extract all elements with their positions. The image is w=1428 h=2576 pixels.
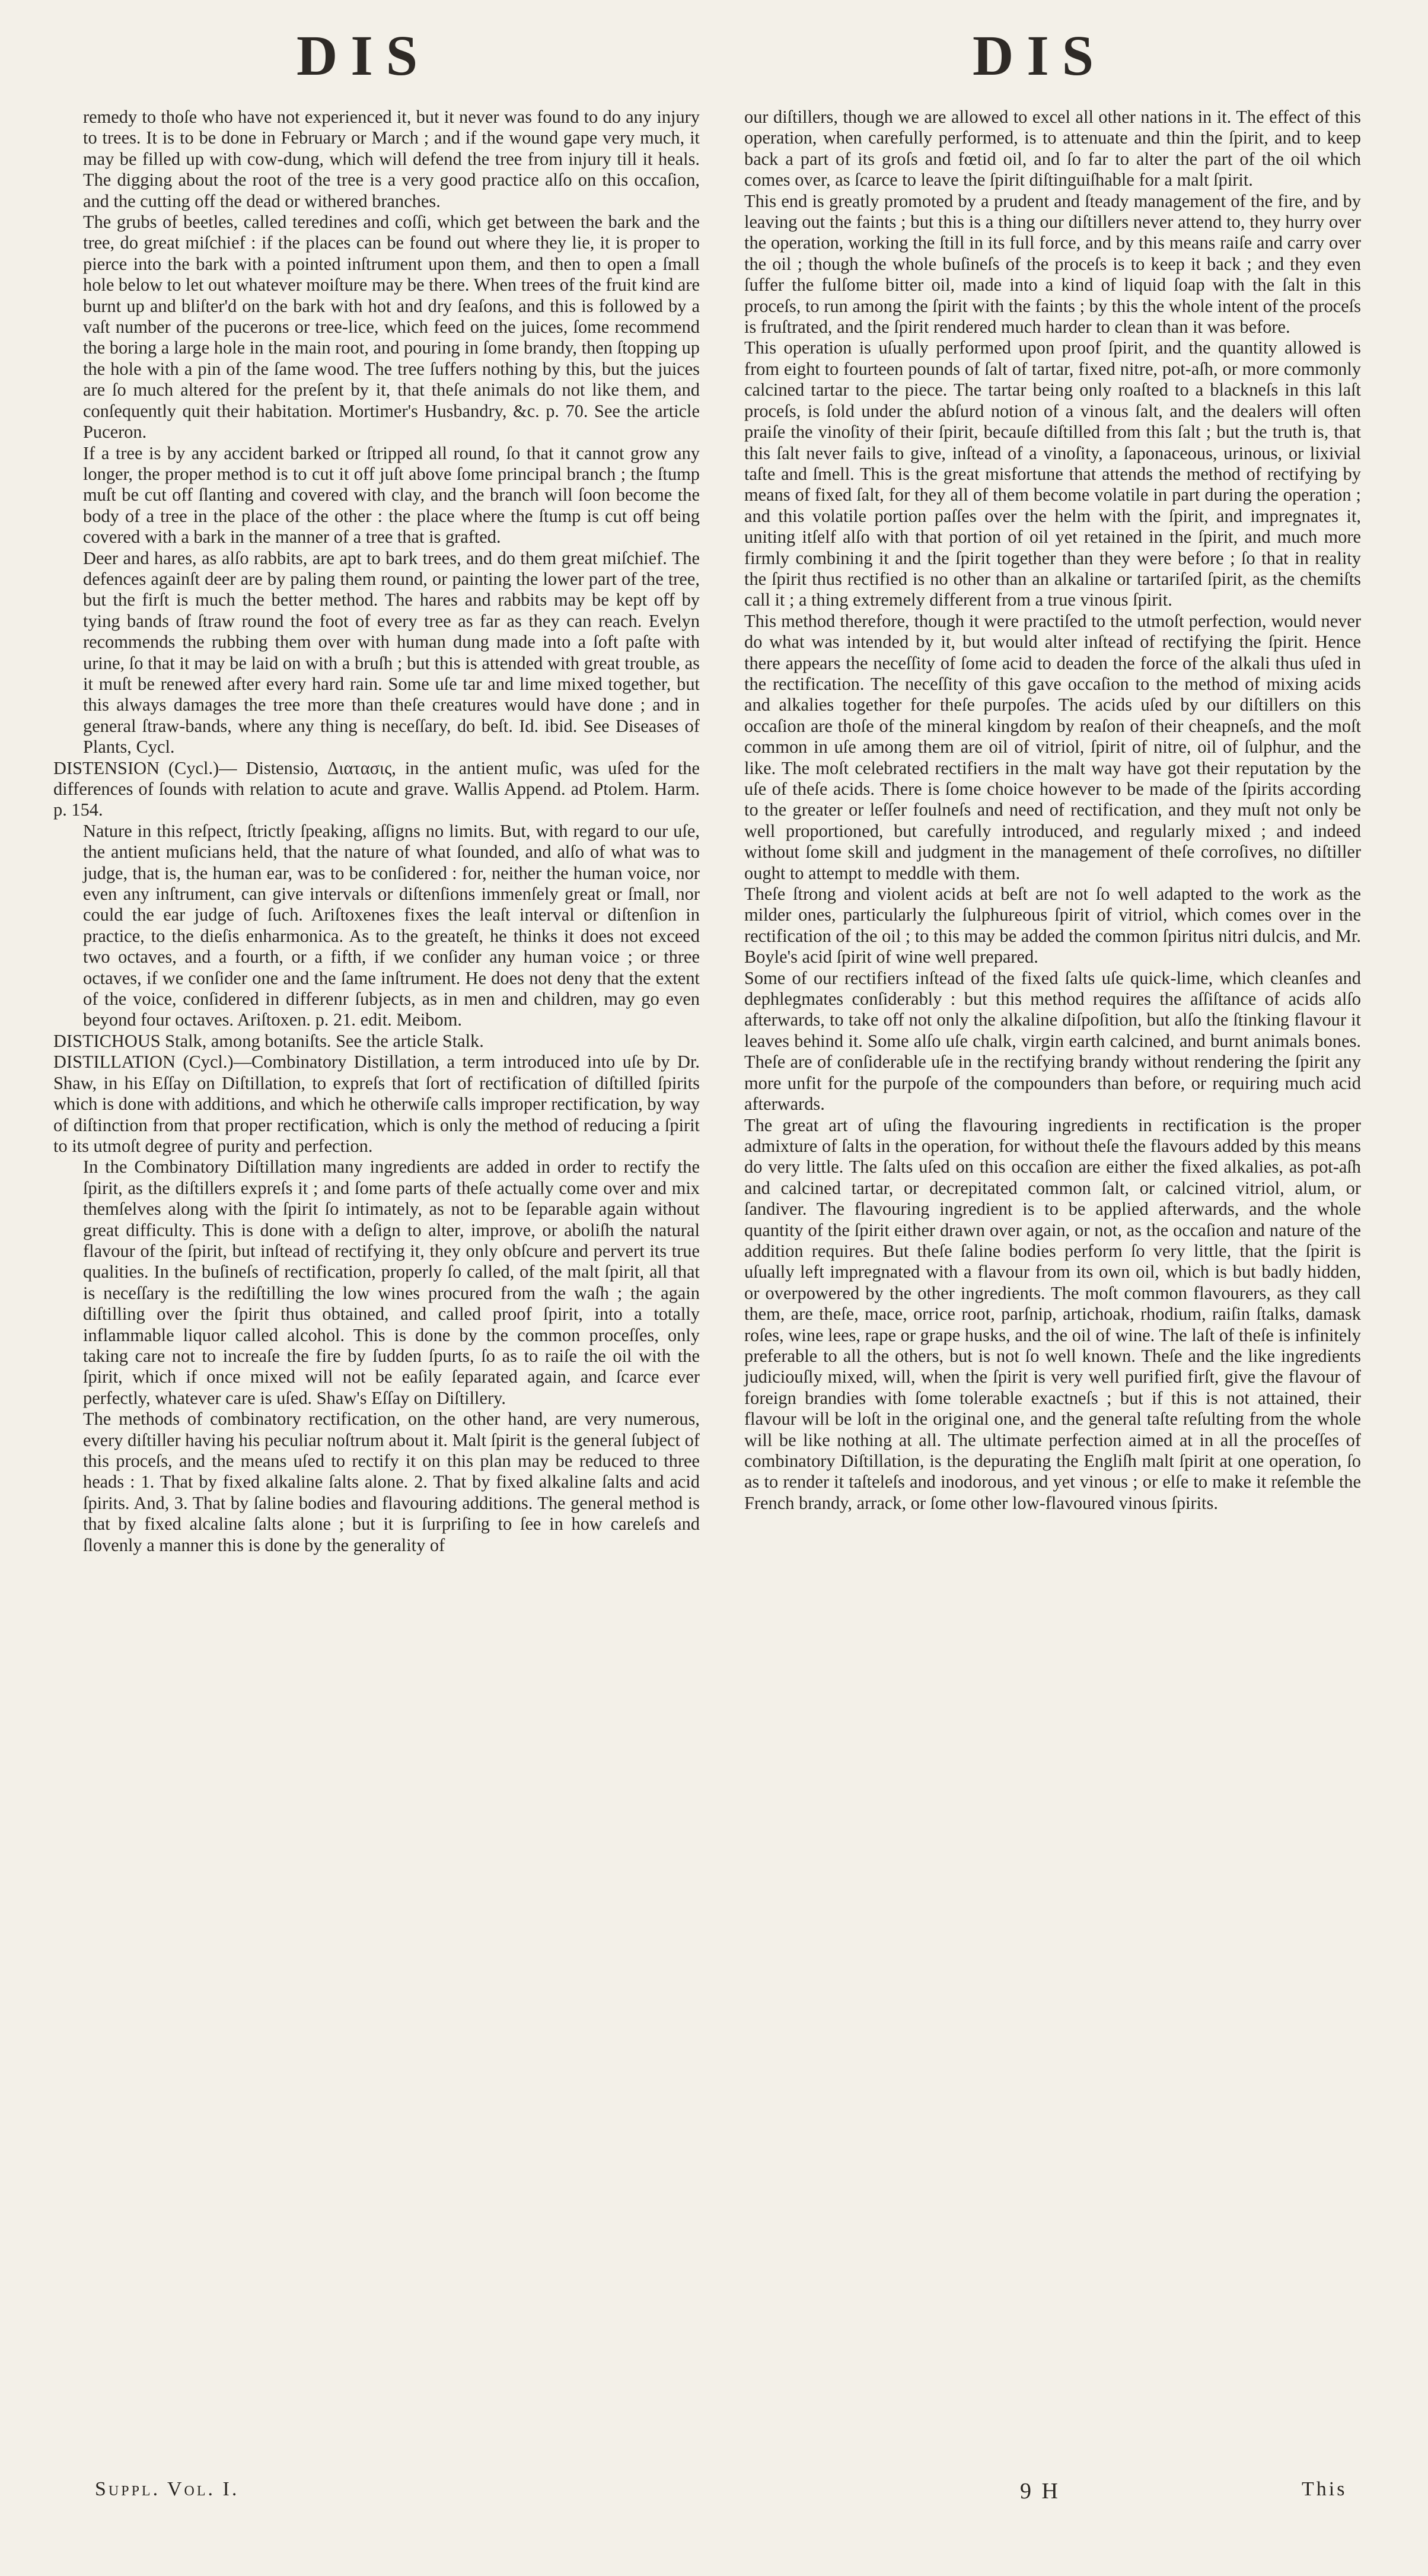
paragraph: Nature in this reſpect, ſtrictly ſpeaking, aſſigns no limits. But, with regard to our uſe, the antient muſicians held, that the nature of what ſounded, and alſo of what was to judge, that is, the human ear, was to be conſidered : for, neither the human voice, nor even any inſtrument, can give intervals or diſtenſions immenſely great or ſmall, nor could the ear judge of ſuch. Ariſtoxenes fixes the leaſt interval or diſtenſion in practice, to the dieſis enharmonica. As to the greateſt, he thinks it does not exceed two octaves, and a fourth, or a fifth, if we conſider any human voice ; or three octaves, if we conſider one and the ſame inſtrument. He does not deny that the extent of the voice, conſidered in differenr ſubjects, as in men and children, may go even beyond four octaves. Ariſtoxen. p. 21. edit. Meibom. bbox=[83, 820, 700, 1030]
dictionary-entry: DISTENSION (Cycl.)— Distensio, Διατασις, in the antient muſic, was uſed for the differences of ſounds with relation to acute and grave. Wallis Append. ad Ptolem. Harm. p. 154. bbox=[53, 757, 700, 820]
dictionary-entry: DISTICHOUS Stalk, among botaniſts. See the article Stalk. bbox=[53, 1030, 484, 1051]
left-column bbox=[53, 107, 700, 2438]
paragraph: This operation is uſually performed upon proof ſpirit, and the quantity allowed is from eight to fourteen pounds of ſalt of tartar, fixed nitre, pot-aſh, or more commonly calcined tartar to the piece. The tartar being only roaſted to a blackneſs in this laſt proceſs, is ſold under the abſurd notion of a vinous ſalt, and the dealers will often praiſe the vinoſity of their ſpirit, becauſe diſtilled from this ſalt ; but the truth is, that this ſalt never fails to give, inſtead of a vinoſity, a ſaponaceous, urinous, or lixivial taſte and ſmell. This is the great misfortune that attends the method of rectifying by means of fixed ſalt, for they all of them become volatile in part during the operation ; and this volatile portion paſſes over the helm with the ſpirit, and impregnates it, uniting itſelf alſo with that portion of oil yet retained in the ſpirit, and much more firmly combining it and the ſpirit together than they were before ; ſo that in reality the ſpirit thus rectified is no other than an alkaline or tartariſed ſpirit, as the chemiſts call it ; a thing extremely different from a true vinous ſpirit. bbox=[744, 337, 1361, 610]
volume-signature: Suppl. Vol. I. bbox=[95, 2478, 240, 2500]
paragraph: If a tree is by any accident barked or ſtripped all round, ſo that it cannot grow any longer, the proper method is to cut it off juſt above ſome principal branch ; the ſtump muſt be cut off ſlanting and covered with clay, and the branch will ſoon become the body of a tree in the place of the other : the place where the ſtump is cut off being covered with a bark in the manner of a tree that is grafted. bbox=[83, 442, 700, 547]
paragraph: This end is greatly promoted by a prudent and ſteady management of the fire, and by leaving out the faints ; but this is a thing our diſtillers never attend to, they hurry over the operation, working the ſtill in its full force, and by this means raiſe and carry over the oil ; though the whole buſineſs of the proceſs is to keep it back ; and they even ſuffer the fulſome bitter oil, made into a kind of liquid ſoap with the ſalt in this proceſs, to run among the ſpirit with the faints ; by this the whole intent of the proceſs is fruſtrated, and the ſpirit rendered much harder to clean than it was before. bbox=[744, 190, 1361, 337]
dictionary-entry: DISTILLATION (Cycl.)—Combinatory Distillation, a term introduced into uſe by Dr. Shaw, in his Eſſay on Diſtillation, to expreſs that ſort of rectification of diſtilled ſpirits which is done with additions, and which he otherwiſe calls improper rectification, by way of diſtinction from that proper rectification, which is only the method of reducing a ſpirit to its utmoſt degree of purity and perfection. bbox=[53, 1052, 700, 1156]
paragraph: The grubs of beetles, called teredines and coſſi, which get between the bark and the tree, do great miſchief : if the places can be found out where they lie, it is proper to pierce into the bark with a pointed inſtrument upon them, and then to open a ſmall hole below to let out whatever moiſture may be there. When trees of the fruit kind are burnt up and bliſter'd on the bark with hot and dry ſeaſons, and this is followed by a vaſt number of the pucerons or tree-lice, which feed on the juices, ſome recommend the boring a large hole in the main root, and pouring in ſome brandy, then ſtopping up the hole with a pin of the ſame wood. The tree ſuffers nothing by this, but the juices are ſo much altered for the preſent by it, that theſe animals do not like them, and conſequently quit their habitation. Mortimer's Husbandry, &c. p. 70. See the article Puceron. bbox=[83, 212, 700, 442]
running-head-left: DIS bbox=[297, 24, 431, 87]
paragraph: This method therefore, though it were practiſed to the utmoſt perfection, would never do what was intended by it, but would alter inſtead of rectifying the ſpirit. Hence there appears the neceſſity of ſome acid to deaden the force of the alkali thus uſed in the rectification. The neceſſity of this gave occaſion to the method of mixing acids and alkalies together for theſe purpoſes. The acids uſed by our diſtillers on this occaſion are thoſe of the mineral kingdom by reaſon of their cheapneſs, and the moſt common in uſe among them are oil of vitriol, ſpirit of nitre, oil of ſulphur, and the like. The moſt celebrated rectifiers in the malt way have got their reputation by the uſe of theſe acids. There is ſome choice however to be made of the ſpirits according to the greater or leſſer foulneſs and need of rectification, and they muſt not only be well proportioned, but carefully introduced, and regularly mixed ; and indeed without ſome skill and judgment in the management of theſe corroſives, no diſtiller ought to attempt to meddle with them. bbox=[744, 610, 1361, 883]
right-column bbox=[744, 107, 1361, 2438]
paragraph: The methods of combinatory rectification, on the other hand, are very numerous, every diſtiller having his peculiar noſtrum about it. Malt ſpirit is the general ſubject of this proceſs, and the means uſed to rectify it on this plan may be reduced to three heads : 1. That by fixed alkaline ſalts alone. 2. That by fixed alkaline ſalts and acid ſpirits. And, 3. That by ſaline bodies and flavouring additions. The general method is that by fixed alcaline ſalts alone ; but it is ſurpriſing to ſee in how careleſs and ſlovenly a manner this is done by the generality of bbox=[83, 1409, 700, 1555]
paragraph: remedy to thoſe who have not experienced it, but it never was found to do any injury to trees. It is to be done in February or March ; and if the wound gape very much, it may be filled up with cow-dung, which will defend the tree from injury till it heals. The digging about the root of the tree is a very good practice alſo on this occaſion, and the cutting off the dead or withered branches. bbox=[83, 107, 700, 211]
paragraph: Theſe ſtrong and violent acids at beſt are not ſo well adapted to the work as the milder ones, particularly the ſulphureous ſpirit of vitriol, which comes over in the rectification of the oil ; to this may be added the common ſpiritus nitri dulcis, and Mr. Boyle's acid ſpirit of wine well prepared. bbox=[744, 884, 1361, 967]
paragraph: our diſtillers, though we are allowed to excel all other nations in it. The effect of this operation, when carefully performed, is to attenuate and thin the ſpirit, and to keep back a part of its groſs and fœtid oil, and ſo far to alter the part of the oil which comes over, as ſcarce to leave the ſpirit diſtinguiſhable for a malt ſpirit. bbox=[744, 107, 1361, 190]
running-head-right: DIS bbox=[973, 24, 1107, 87]
paragraph: The great art of uſing the flavouring ingredients in rectification is the proper admixture of ſalts in the operation, for without theſe the flavours added by this means do very little. The ſalts uſed on this occaſion are either the fixed alkalies, as pot-aſh and calcined tartar, or decrepitated common ſalt, or calcined vitriol, alum, or ſandiver. The flavouring ingredient is to be applied afterwards, and the whole quantity of the ſpirit either drawn over again, or not, as the occaſion and nature of the addition requires. But theſe ſaline bodies perform ſo very little, that the ſpirit is uſually left impregnated with a flavour from its own oil, which is but badly hidden, or overpowered by the other ingredients. The moſt common flavourers, as they call them, are theſe, mace, orrice root, parſnip, artichoak, rhodium, raiſin ſtalks, damask roſes, wine lees, rape or grape husks, and the oil of wine. The laſt of theſe is infinitely preferable to all the others, but is not ſo well known. Theſe and the like ingredients judiciouſly mixed, will, when the ſpirit is very well purified firſt, give the flavour of foreign brandies with ſome tolerable exactneſs ; but if this is not attained, their flavour will be loſt in the original one, and the general taſte reſulting from the whole will be like nothing at all. The ultimate perfection aimed at in all the proceſſes of combinatory Diſtillation, is the depurating the Engliſh malt ſpirit at one operation, ſo as to render it taſteleſs and inodorous, and yet vinous ; or elſe to make it reſemble the French brandy, arrack, or ſome other low-flavoured vinous ſpirits. bbox=[744, 1115, 1361, 1513]
paragraph: Deer and hares, as alſo rabbits, are apt to bark trees, and do them great miſchief. The defences againſt deer are by paling them round, or painting the lower part of the tree, but the firſt is much the better method. The hares and rabbits may be kept off by tying bands of ſtraw round the foot of every tree as far as they can reach. Evelyn recommends the rubbing them over with human dung made into a ſoft paſte with urine, ſo that it may be laid on with a bruſh ; but this is attended with great trouble, as it muſt be renewed after every hard rain. Some uſe tar and lime mixed together, but this always damages the tree more than theſe creatures would have done ; and in general ſtraw-bands, where any thing is neceſſary, do beſt. Id. ibid. See Diseases of Plants, Cycl. bbox=[83, 547, 700, 757]
paragraph: In the Combinatory Diſtillation many ingredients are added in order to rectify the ſpirit, as the diſtillers expreſs it ; and ſome parts of theſe actually come over and mix themſelves along with the ſpirit ſo intimately, as not to be ſeparable again without great difficulty. This is done with a deſign to alter, improve, or aboliſh the natural flavour of the ſpirit, but inſtead of rectifying it, they only obſcure and pervert its true qualities. In the buſineſs of rectification, properly ſo called, of the malt ſpirit, all that is neceſſary is the rediſtilling the low wines procured from the waſh ; the again diſtilling over the ſpirit thus obtained, and called proof ſpirit, into a totally inflammable liquor called alcohol. This is done by the common proceſſes, only taking care not to increaſe the fire by ſudden ſpurts, ſo as to raiſe the oil with the ſpirit, which if once mixed will not be eaſily ſeparated again, and ſcarce ever perfectly, whatever care is uſed. Shaw's Eſſay on Diſtillery. bbox=[83, 1157, 700, 1408]
gathering-mark: 9 H bbox=[1020, 2479, 1060, 2504]
paragraph: Some of our rectifiers inſtead of the fixed ſalts uſe quick-lime, which cleanſes and dephlegmates conſiderably : but this method requires the aſſiſtance of acids alſo afterwards, to take off not only the alkaline diſpoſition, but alſo the ſtinking flavour it leaves behind it. Some alſo uſe chalk, virgin earth calcined, and burnt animals bones. Theſe are of conſiderable uſe in the rectifying brandy without rendering the ſpirit any more unfit for the purpoſe of the compounders than before, or requiring much acid afterwards. bbox=[744, 967, 1361, 1115]
catchword: This bbox=[1302, 2478, 1347, 2500]
